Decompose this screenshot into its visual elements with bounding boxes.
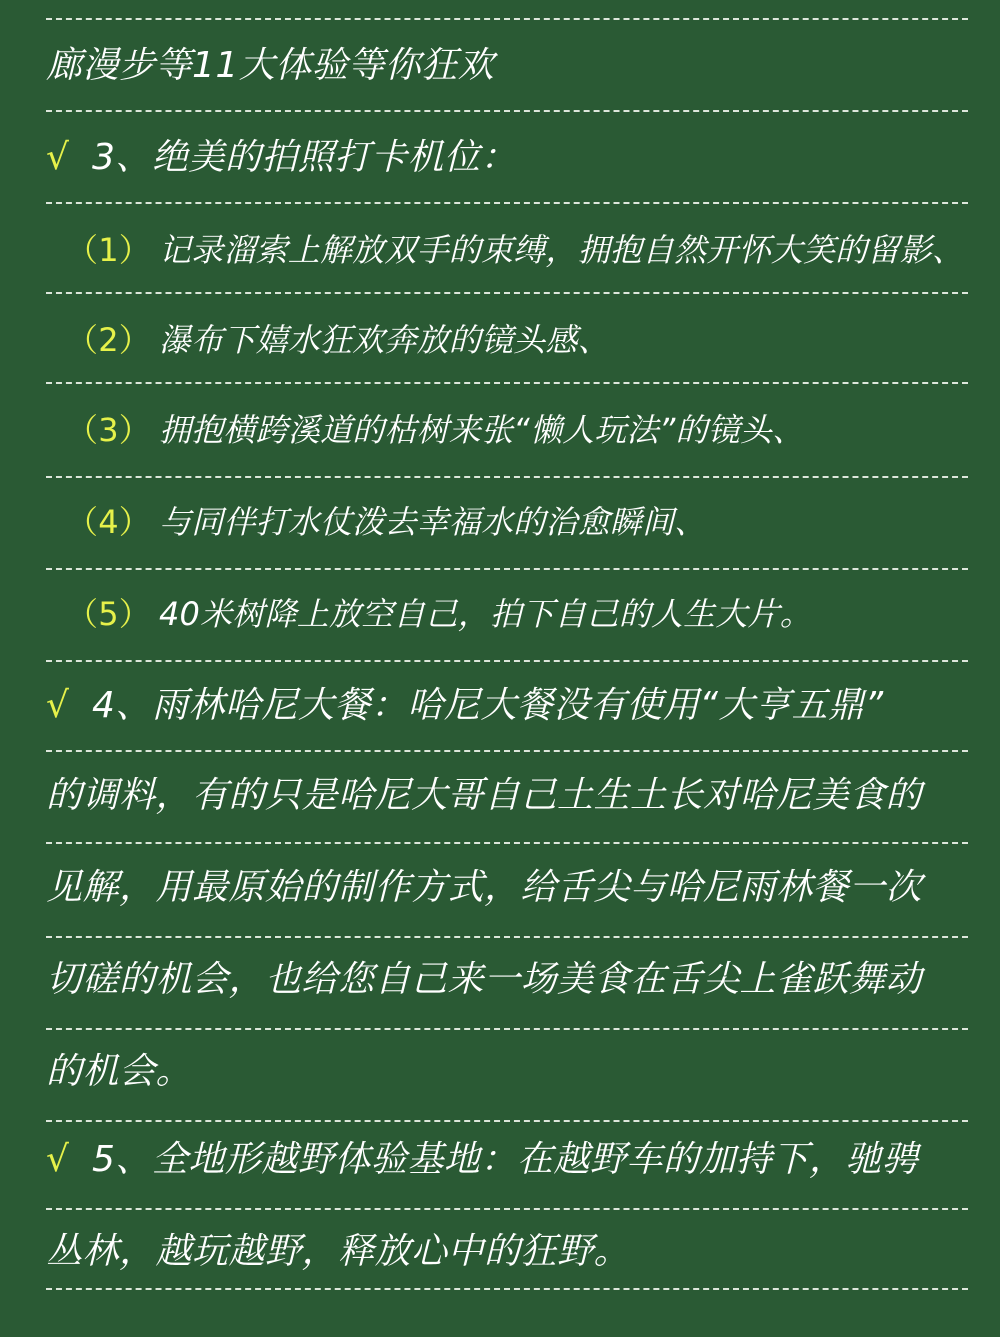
text-line-hani-meal-2 [46,774,968,818]
dashed-divider [46,18,968,20]
line-text: 切磋的机会，也给您自己来一场美食在舌尖上雀跃舞动 [46,959,923,1000]
list-number: （2） [66,321,151,359]
dashed-divider [46,568,968,570]
checkmark-icon: √ [46,137,70,178]
line-text: 拥抱横跨溪道的枯树来张“懒人玩法”的镜头、 [158,411,805,449]
dashed-divider [46,660,968,662]
line-text: 瀑布下嬉水狂欢奔放的镜头感、 [158,321,610,359]
list-item-photo-spot-3 [66,408,988,452]
list-number: （1） [66,231,151,269]
dashed-divider [46,1028,968,1030]
list-number: （4） [66,503,151,541]
line-text: 的机会。 [46,1051,193,1092]
line-text: 记录溜索上解放双手的束缚，拥抱自然开怀大笑的留影、 [158,231,964,269]
dashed-divider [46,202,968,204]
dashed-divider [46,110,968,112]
list-item-photo-spot-5 [66,592,988,636]
list-number: （3） [66,411,151,449]
section-heading-photo-spots [46,136,968,180]
dashed-divider [46,382,968,384]
text-line-hani-meal-5 [46,1050,968,1094]
section-heading-offroad-base [46,1138,968,1182]
line-text: 的调料，有的只是哈尼大哥自己土生土长对哈尼美食的 [46,775,923,816]
checkmark-icon: √ [46,1139,70,1180]
line-text: 见解，用最原始的制作方式，给舌尖与哈尼雨林餐一次 [46,867,923,908]
text-line-experience-summary [46,44,968,88]
dashed-divider [46,476,968,478]
section-heading-hani-meal [46,684,968,728]
line-text: 40米树降上放空自己，拍下自己的人生大片。 [158,595,812,633]
dashed-divider [46,292,968,294]
text-line-offroad-2 [46,1230,968,1274]
dashed-divider [46,1288,968,1290]
line-text: 4、雨林哈尼大餐：哈尼大餐没有使用“大亨五鼎” [92,685,884,726]
line-text: 廊漫步等11大体验等你狂欢 [46,45,495,86]
list-number: （5） [66,595,151,633]
line-text: 3、绝美的拍照打卡机位： [92,137,517,178]
line-text: 丛林，越玩越野，释放心中的狂野。 [46,1231,631,1272]
list-item-photo-spot-1 [66,228,988,272]
dashed-divider [46,1120,968,1122]
list-item-photo-spot-2 [66,318,988,362]
text-line-hani-meal-4 [46,958,968,1002]
checkmark-icon: √ [46,685,70,726]
line-text: 与同伴打水仗泼去幸福水的治愈瞬间、 [158,503,707,541]
dashed-divider [46,1208,968,1210]
dashed-divider [46,750,968,752]
text-line-hani-meal-3 [46,866,968,910]
dashed-divider [46,842,968,844]
dashed-divider [46,936,968,938]
line-text: 5、全地形越野体验基地：在越野车的加持下，驰骋 [92,1139,919,1180]
list-item-photo-spot-4 [66,500,988,544]
